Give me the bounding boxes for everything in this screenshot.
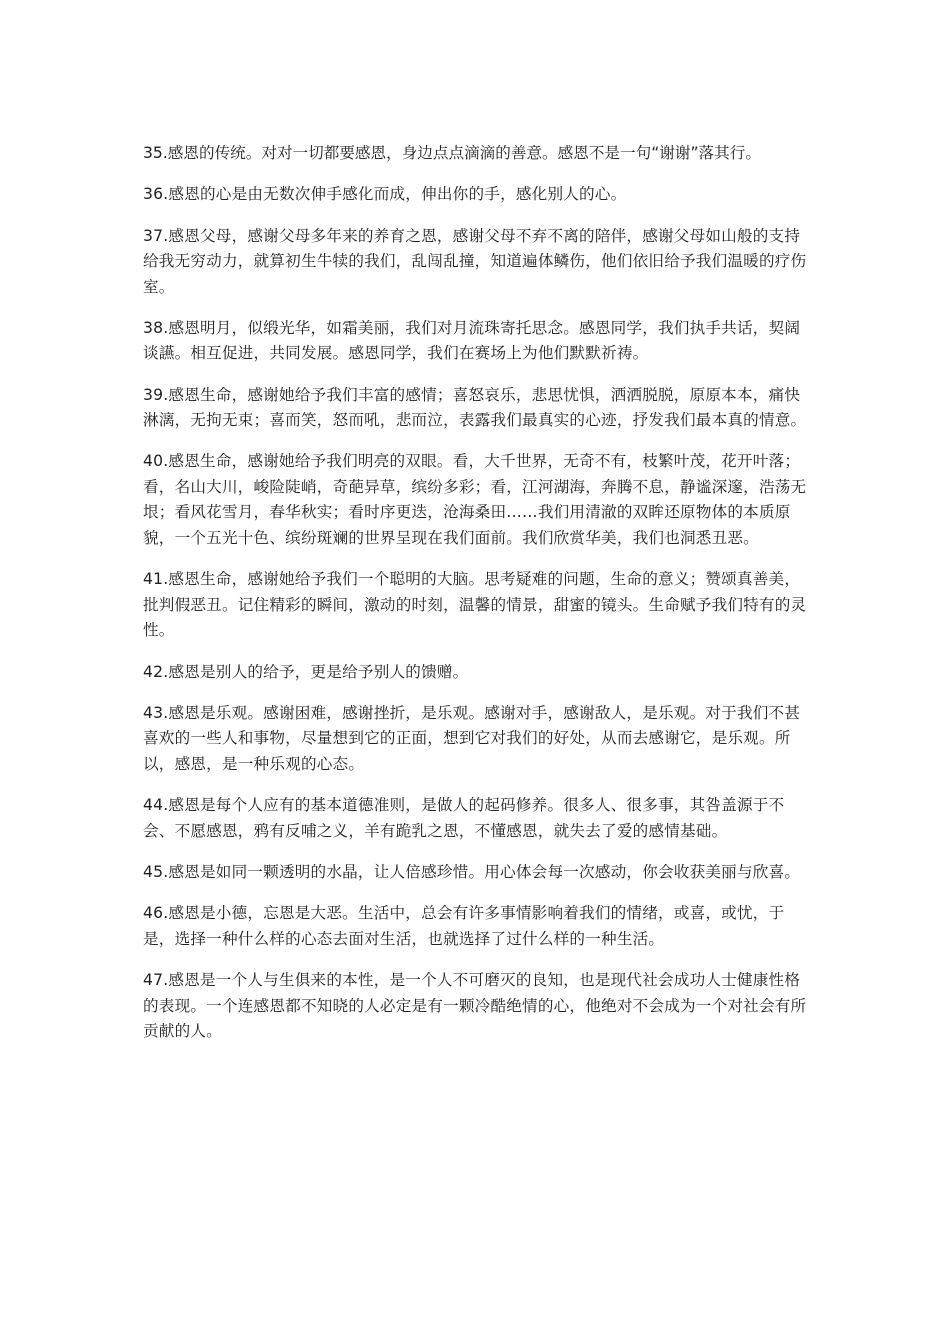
- paragraph-35: 35.感恩的传统。对对一切都要感恩，身边点点滴滴的善意。感恩不是一句“谢谢”落其行。: [143, 144, 761, 162]
- paragraph-41: 41.感恩生命，感谢她给予我们一个聪明的大脑。思考疑难的问题，生命的意义；赞颂真善美，批判假恶丑。记住精彩的瞬间，激动的时刻，温馨的情景，甜蜜的镜头。生命赋予我们特有的灵性。: [143, 570, 807, 640]
- paragraph-36: 36.感恩的心是由无数次伸手感化而成，伸出你的手，感化别人的心。: [143, 185, 627, 204]
- document-body: [143, 141, 815, 1060]
- paragraph-40: 40.感恩生命，感谢她给予我们明亮的双眼。看，大千世界，无奇不有，枝繁叶茂，花开叶落；看，名山大川，峻险陡峭，奇葩异草，缤纷多彩；看，江河湖海，奔腾不息，静谧深邃，浩荡无垠；看风花雪月，春华秋实；看时序更迭，沧海桑田……我们用清澈的双眸还原物体的本质原貌，一个五光十色、缤纷斑斓的世界呈现在我们面前。我们欣赏华美，我们也洞悉丑恶。: [143, 452, 807, 547]
- paragraph-46: 46.感恩是小德，忘恩是大恶。生活中，总会有许多事情影响着我们的情绪，或喜，或忧，于是，选择一种什么样的心态去面对生活，也就选择了过什么样的一种生活。: [143, 904, 785, 948]
- paragraph-43: 43.感恩是乐观。感谢困难，感谢挫折，是乐观。感谢对手，感谢敌人，是乐观。对于我们不甚喜欢的一些人和事物，尽量想到它的正面，想到它对我们的好处，从而去感谢它，是乐观。所以，感恩，是一种乐观的心态。: [143, 703, 801, 773]
- paragraph-37: 37.感恩父母，感谢父母多年来的养育之恩，感谢父母不弃不离的陪伴，感谢父母如山般的支持给我无穷动力，就算初生牛犊的我们，乱闯乱撞，知道遍体鳞伤，他们依旧给予我们温暖的疗伤室。: [143, 226, 807, 296]
- paragraph-45: 45.感恩是如同一颗透明的水晶，让人倍感珍惜。用心体会每一次感动，你会收获美丽与欣喜。: [143, 862, 801, 881]
- paragraph-44: 44.感恩是每个人应有的基本道德准则，是做人的起码修养。很多人、很多事，其咎盖源于不会、不愿感恩，鸦有反哺之义，羊有跪乳之恩，不懂感恩，就失去了爱的感情基础。: [143, 796, 785, 840]
- paragraph-38: 38.感恩明月，似缎光华，如霜美丽，我们对月流珠寄托思念。感恩同学，我们执手共话，契阔谈讌。相互促进，共同发展。感恩同学，我们在赛场上为他们默默祈祷。: [143, 318, 801, 363]
- paragraph-42: 42.感恩是别人的给予，更是给予别人的馈赠。: [143, 662, 469, 681]
- paragraph-47: 47.感恩是一个人与生俱来的本性，是一个人不可磨灭的良知，也是现代社会成功人士健康性格的表现。一个连感恩都不知晓的人必定是有一颗冷酷绝情的心，他绝对不会成为一个对社会有所贡献的人。: [143, 971, 807, 1041]
- paragraph-39: 39.感恩生命，感谢她给予我们丰富的感情；喜怒哀乐，悲思忧惧，洒洒脱脱，原原本本，痛快淋漓，无拘无束；喜而笑，怒而吼，悲而泣，表露我们最真实的心迹，抒发我们最本真的情意。: [143, 385, 807, 430]
